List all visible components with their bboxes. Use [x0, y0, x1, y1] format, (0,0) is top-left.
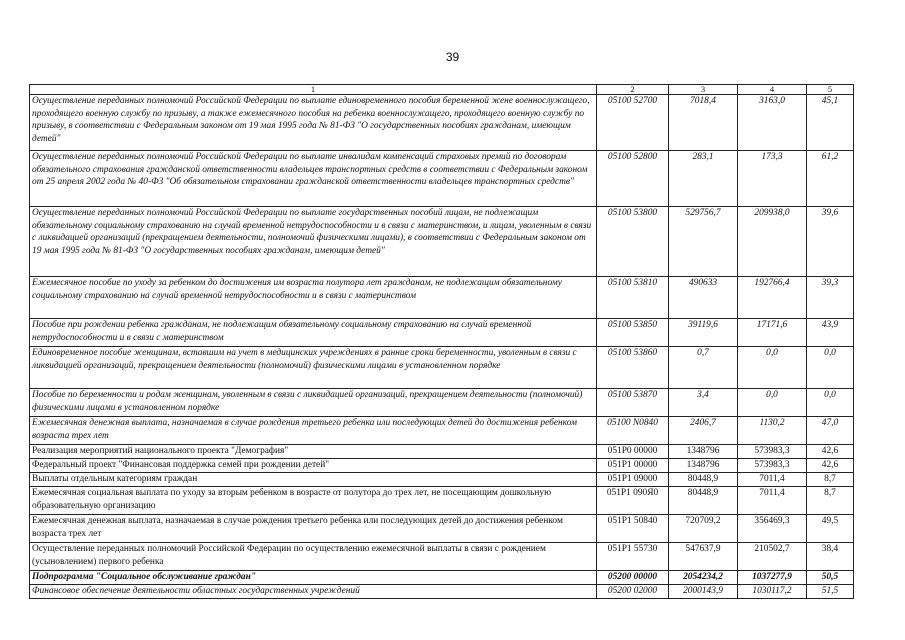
table-row — [30, 445, 854, 459]
row-percent-cell: 51,5 — [807, 585, 854, 599]
table-row — [30, 515, 854, 543]
row-actual-cell: 1030117,2 — [738, 585, 807, 599]
row-name-cell: Реализация мероприятий национального проекта "Демография" — [30, 445, 597, 459]
row-actual-cell: 7011,4 — [738, 473, 807, 487]
row-actual-cell: 209938,0 — [738, 207, 807, 277]
row-code-cell: 05100 53810 — [597, 277, 669, 319]
row-plan-cell: 39119,6 — [669, 319, 738, 347]
row-actual-cell: 7011,4 — [738, 487, 807, 515]
row-code-cell: 051P0 00000 — [597, 445, 669, 459]
page-number: 39 — [445, 50, 460, 64]
row-actual-cell: 192766,4 — [738, 277, 807, 319]
row-percent-cell: 0,0 — [807, 347, 854, 389]
row-plan-cell: 0,7 — [669, 347, 738, 389]
row-actual-cell: 0,0 — [738, 389, 807, 417]
row-percent-cell: 8,7 — [807, 473, 854, 487]
table-row — [30, 487, 854, 515]
row-percent-cell: 38,4 — [807, 543, 854, 571]
column-header: 5 — [807, 85, 854, 95]
row-code-cell: 05100 53850 — [597, 319, 669, 347]
table-row — [30, 347, 854, 389]
row-name-cell: Пособие при рождении ребенка гражданам, не подлежащим обязательному социальному страхованию на случай временной нетрудоспособности и в связи с материнством — [30, 319, 597, 347]
row-plan-cell: 1348796 — [669, 445, 738, 459]
table-row — [30, 585, 854, 599]
row-actual-cell: 3163,0 — [738, 95, 807, 151]
row-code-cell: 051P1 55730 — [597, 543, 669, 571]
table-row — [30, 571, 854, 585]
table-row — [30, 543, 854, 571]
table-row — [30, 207, 854, 277]
row-plan-cell: 529756,7 — [669, 207, 738, 277]
row-plan-cell: 2000143,9 — [669, 585, 738, 599]
row-plan-cell: 283,1 — [669, 151, 738, 207]
row-code-cell: 051P1 50840 — [597, 515, 669, 543]
row-plan-cell: 1348796 — [669, 459, 738, 473]
column-header: 3 — [669, 85, 738, 95]
row-code-cell: 05100 52700 — [597, 95, 669, 151]
row-plan-cell: 7018,4 — [669, 95, 738, 151]
row-actual-cell: 0,0 — [738, 347, 807, 389]
table-row — [30, 459, 854, 473]
table-row — [30, 151, 854, 207]
row-plan-cell: 80448,9 — [669, 473, 738, 487]
row-percent-cell: 42,6 — [807, 459, 854, 473]
row-percent-cell: 61,2 — [807, 151, 854, 207]
row-percent-cell: 8,7 — [807, 487, 854, 515]
column-header: 4 — [738, 85, 807, 95]
row-percent-cell: 42,6 — [807, 445, 854, 459]
row-code-cell: 05100 53870 — [597, 389, 669, 417]
row-plan-cell: 547637,9 — [669, 543, 738, 571]
row-name-cell: Ежемесячное пособие по уходу за ребенком до достижения им возраста полутора лет гражданам, не подлежащим обязательному социальному страхованию на случай временной нетрудоспособности и в связи с материнством — [30, 277, 597, 319]
row-percent-cell: 49,5 — [807, 515, 854, 543]
table-row — [30, 389, 854, 417]
row-name-cell: Выплаты отдельным категориям граждан — [30, 473, 597, 487]
row-code-cell: 051P1 00000 — [597, 459, 669, 473]
row-name-cell: Ежемесячная денежная выплата, назначаемая в случае рождения третьего ребенка или последующих детей до достижения ребенком возраста трех лет — [30, 515, 597, 543]
row-actual-cell: 573983,3 — [738, 459, 807, 473]
row-actual-cell: 1037277,9 — [738, 571, 807, 585]
row-name-cell: Подпрограмма "Социальное обслуживание граждан" — [30, 571, 597, 585]
table-row — [30, 473, 854, 487]
row-code-cell: 051P1 090Я0 — [597, 487, 669, 515]
row-plan-cell: 2054234,2 — [669, 571, 738, 585]
table-row — [30, 95, 854, 151]
row-name-cell: Осуществление переданных полномочий Российской Федерации по выплате единовременного пособия беременной жене военнослужащего, проходящего военную службу по призыву, а также ежемесячного пособия на ребенка военнослужащего, проходящего военную службу по призыву, в соответствии с Федеральным законом от 19 мая 1995 года № 81-ФЗ "О государственных пособиях гражданам, имеющим детей" — [30, 95, 597, 151]
row-name-cell: Единовременное пособие женщинам, вставшим на учет в медицинских учреждениях в ранние сроки беременности, уволенным в связи с ликвидацией организаций, прекращением деятельности (полномочий) физическими лицами в установленном порядке — [30, 347, 597, 389]
row-actual-cell: 573983,3 — [738, 445, 807, 459]
row-actual-cell: 173,3 — [738, 151, 807, 207]
row-percent-cell: 50,5 — [807, 571, 854, 585]
row-plan-cell: 3,4 — [669, 389, 738, 417]
row-name-cell: Осуществление переданных полномочий Российской Федерации по выплате государственных пособий лицам, не подлежащим обязательному социальному страхованию на случай временной нетрудоспособности и в связи с материнством, и лицам, уволенным в связи с ликвидацией организаций (прекращением деятельности, полномочий физическими лицами), в соответствии с Федеральным законом от 19 мая 1995 года № 81-ФЗ "О государственных пособиях гражданам, имеющим детей" — [30, 207, 597, 277]
row-code-cell: 051P1 09000 — [597, 473, 669, 487]
row-name-cell: Осуществление переданных полномочий Российской Федерации по осуществлению ежемесячной выплаты в связи с рождением (усыновлением) первого ребенка — [30, 543, 597, 571]
row-actual-cell: 210502,7 — [738, 543, 807, 571]
row-code-cell: 05200 00000 — [597, 571, 669, 585]
row-plan-cell: 720709,2 — [669, 515, 738, 543]
row-code-cell: 05200 02000 — [597, 585, 669, 599]
column-header: 1 — [30, 85, 597, 95]
table-row — [30, 319, 854, 347]
row-code-cell: 05100 52800 — [597, 151, 669, 207]
row-percent-cell: 0,0 — [807, 389, 854, 417]
row-percent-cell: 45,1 — [807, 95, 854, 151]
row-actual-cell: 1130,2 — [738, 417, 807, 445]
row-percent-cell: 39,6 — [807, 207, 854, 277]
table-row — [30, 417, 854, 445]
column-header: 2 — [597, 85, 669, 95]
row-plan-cell: 2406,7 — [669, 417, 738, 445]
row-percent-cell: 39,3 — [807, 277, 854, 319]
row-name-cell: Ежемесячная денежная выплата, назначаемая в случае рождения третьего ребенка или последующих детей до достижения ребенком возраста трех лет — [30, 417, 597, 445]
budget-table — [29, 84, 854, 599]
table-header-row — [30, 85, 854, 95]
row-code-cell: 05100 N0840 — [597, 417, 669, 445]
row-actual-cell: 17171,6 — [738, 319, 807, 347]
row-name-cell: Финансовое обеспечение деятельности областных государственных учреждений — [30, 585, 597, 599]
row-name-cell: Ежемесячная социальная выплата по уходу за вторым ребенком в возрасте от полутора до трех лет, не посещающим дошкольную образовательную организацию — [30, 487, 597, 515]
row-actual-cell: 356469,3 — [738, 515, 807, 543]
table-row — [30, 277, 854, 319]
row-code-cell: 05100 53800 — [597, 207, 669, 277]
row-name-cell: Пособие по беременности и родам женщинам, уволенным в связи с ликвидацией организаций, прекращением деятельности (полномочий) физическими лицами в установленном порядке — [30, 389, 597, 417]
row-percent-cell: 43,9 — [807, 319, 854, 347]
row-plan-cell: 80448,9 — [669, 487, 738, 515]
row-plan-cell: 490633 — [669, 277, 738, 319]
row-name-cell: Осуществление переданных полномочий Российской Федерации по выплате инвалидам компенсаций страховых премий по договорам обязательного страхования гражданской ответственности владельцев транспортных средств в соответствии с Федеральным законом от 25 апреля 2002 года № 40-ФЗ "Об обязательном страховании гражданской ответственности владельцев транспортных средств" — [30, 151, 597, 207]
row-code-cell: 05100 53860 — [597, 347, 669, 389]
row-percent-cell: 47,0 — [807, 417, 854, 445]
row-name-cell: Федеральный проект "Финансовая поддержка семей при рождении детей" — [30, 459, 597, 473]
